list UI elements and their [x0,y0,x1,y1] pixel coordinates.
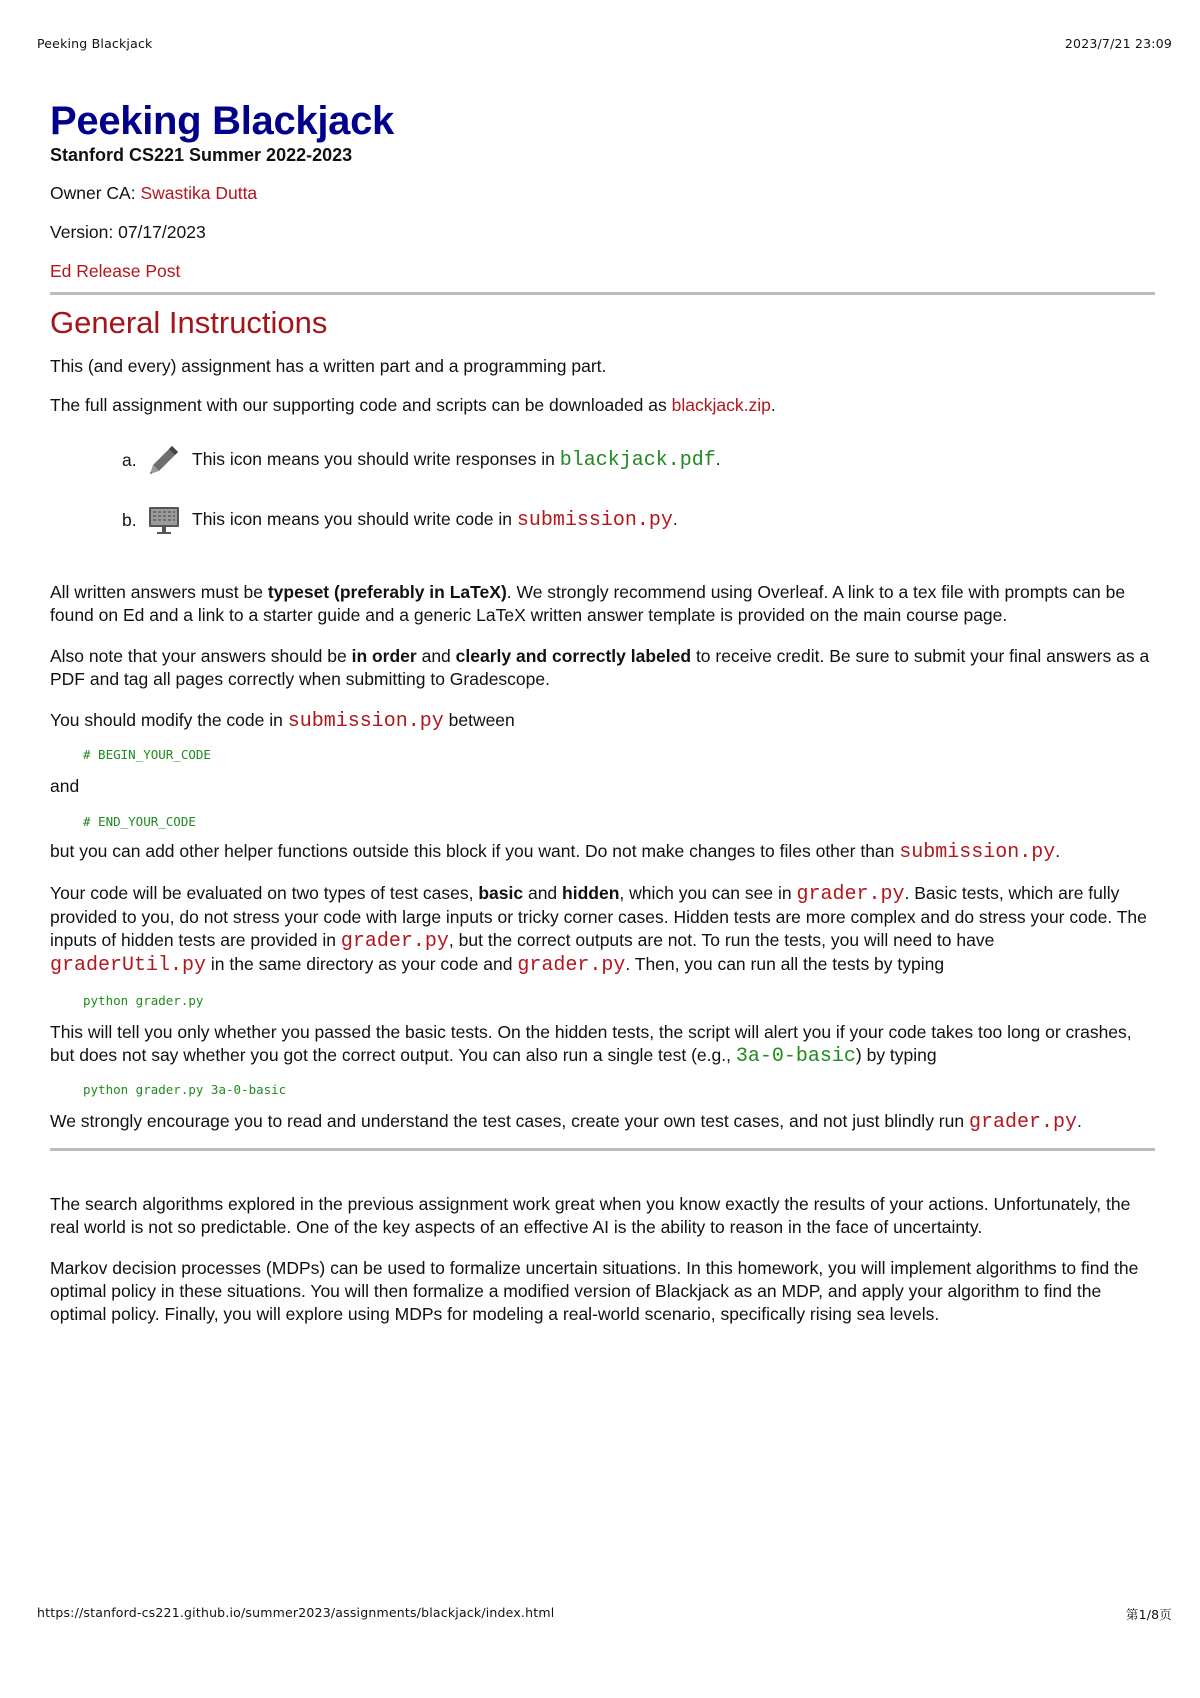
eval-text-7: . Then, you can run all the tests by typing [625,954,945,974]
helper-text-2: . [1055,841,1061,861]
inline-code-grader: grader.py [796,883,905,906]
order-bold-2: clearly and correctly labeled [455,646,692,666]
list-item-label: This icon means you should write code in [192,508,517,529]
intro-section-paragraph-1: The search algorithms explored in the previous assignment work great when you know exactly the results of your actions. Unfortunately, the real world is not so predictable. One of the key aspects of an effective AI is the ability to reason in the face of uncertainty. [50,1194,1131,1237]
list-marker: b. [122,509,137,530]
encourage-text: We strongly encourage you to read and understand the test cases, create your own test cases, and not just blindly run [50,1111,969,1131]
written-bold: typeset (preferably in LaTeX) [267,582,507,602]
encourage-paragraph [50,1110,1155,1134]
encourage-suffix: . [1077,1111,1082,1131]
modify-text-1: You should modify the code in [50,710,288,730]
eval-text-4: . Basic tests, which are fully provided to you, do not stress your code with large inputs or tricky corner cases. Hidden tests are more complex and do stress your code. The inputs of hidden tests are provided in [50,883,1147,950]
print-footer [37,1605,1172,1623]
begin-code-block: # BEGIN_YOUR_CODE [83,747,211,762]
version-line: Version: 07/17/2023 [50,222,206,242]
written-text-1: All written answers must be [50,582,268,602]
list-item [122,437,1155,483]
print-header-title: Peeking Blackjack [37,36,153,51]
helper-text-1: but you can add other helper functions outside this block if you want. Do not make changes to files other than [50,841,900,861]
download-text: The full assignment with our supporting code and scripts can be downloaded as [50,395,672,415]
list-item-text [192,449,721,472]
command-block-single-test: python grader.py 3a-0-basic [83,1082,287,1097]
written-answers-paragraph [50,581,1155,627]
inline-code-test-id: 3a-0-basic [735,1045,856,1068]
inline-code-grader: grader.py [968,1111,1077,1134]
inline-code-grader: grader.py [517,954,626,977]
order-text-1: Also note that your answers should be [50,646,352,666]
inline-code-submission: submission.py [287,710,444,733]
and-text: and [50,776,80,796]
owner-name-link[interactable]: Swastika Dutta [140,183,258,203]
section-heading-general-instructions: General Instructions [50,305,328,340]
order-text-3: to receive credit. Be sure to submit your final answers as a PDF and tag all pages correctly when submitting to Gradescope. [50,646,1150,689]
command-block-grader: python grader.py [83,993,204,1008]
eval-text-5: , but the correct outputs are not. To run the tests, you will need to have [448,930,995,950]
owner-line [50,182,1155,205]
eval-bold-basic: basic [478,883,524,903]
written-text-2: . We strongly recommend using Overleaf. A link to a tex file with prompts can be found on Ed and a link to a starter guide and a generic LaTeX written answer template is provided on the main course page. [50,582,1126,625]
eval-text-1: Your code will be evaluated on two types of test cases, [50,883,479,903]
helper-paragraph [50,840,1155,864]
owner-label: Owner CA: [50,183,141,203]
list-item-suffix: . [672,508,678,529]
list-item-suffix: . [715,448,721,469]
print-header [37,36,1172,51]
intro-paragraph: This (and every) assignment has a written part and a programming part. [50,356,607,376]
order-paragraph [50,645,1155,691]
icon-legend-list [50,437,1155,543]
course-subtitle: Stanford CS221 Summer 2022-2023 [50,145,353,165]
intro-section-paragraph-2: Markov decision processes (MDPs) can be used to formalize uncertain situations. In this homework, you will implement algorithms to find the optimal policy in these situations. You will then formalize a modified version of Blackjack as an MDP, and apply your algorithm to find the optimal policy. Finally, you will explore using MDPs for modeling a real-world scenario, specifically rising sea levels. [50,1258,1139,1324]
divider [50,1148,1155,1151]
download-suffix: . [770,395,776,415]
modify-text-2: between [443,710,515,730]
tell-text-1: This will tell you only whether you passed the basic tests. On the hidden tests, the script will alert you if your code takes too long or crashes, but does not say whether you got the correct output. You can also run a single test (e.g., [50,1022,1132,1065]
blackjack-zip-link[interactable]: blackjack.zip [671,395,771,415]
list-item-text [192,509,678,532]
eval-text-6: in the same directory as your code and [206,954,518,974]
tell-paragraph [50,1021,1155,1068]
evaluation-paragraph [50,882,1155,977]
list-item [122,497,1155,543]
inline-code-submission: submission.py [516,508,673,532]
inline-code-pdf: blackjack.pdf [559,448,716,472]
inline-code-grader: grader.py [340,930,449,953]
eval-bold-hidden: hidden [562,883,620,903]
modify-paragraph [50,709,1155,733]
download-paragraph [50,394,1155,417]
end-code-block: # END_YOUR_CODE [83,814,196,829]
eval-text-3: , which you can see in [619,883,797,903]
eval-text-2: and [523,883,563,903]
pencil-icon [146,442,182,478]
print-footer-url: https://stanford-cs221.github.io/summer2023/assignments/blackjack/index.html [37,1605,555,1620]
document-content [50,96,1155,1326]
tell-text-2: ) by typing [855,1045,937,1065]
page-title: Peeking Blackjack [50,99,395,143]
inline-code-graderutil: graderUtil.py [50,954,207,977]
order-text-2: and [416,646,456,666]
ed-release-post-link[interactable]: Ed Release Post [50,261,181,281]
print-header-datetime: 2023/7/21 23:09 [1064,36,1172,51]
release-line [50,260,1155,283]
list-item-label: This icon means you should write responses in [192,448,560,469]
print-footer-page: 第1/8页 [1125,1607,1172,1622]
divider [50,292,1155,295]
order-bold-1: in order [351,646,417,666]
inline-code-submission: submission.py [899,841,1056,864]
computer-monitor-icon [146,502,182,538]
list-marker: a. [122,449,137,470]
